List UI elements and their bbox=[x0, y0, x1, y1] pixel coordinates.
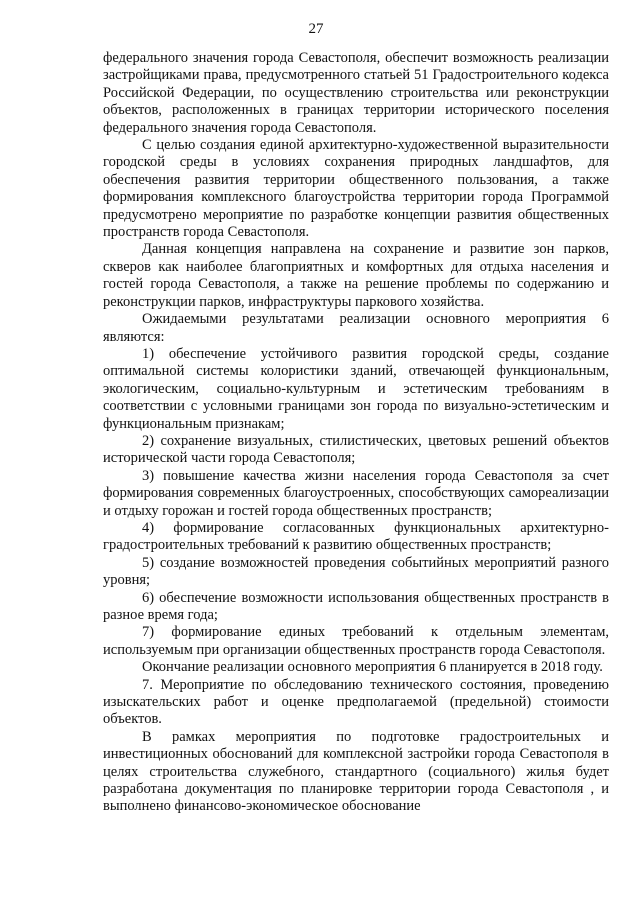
page-number: 27 bbox=[308, 21, 324, 37]
paragraph-measure-7-heading: 7. Мероприятие по обследованию технического состояния, проведению изыскательских работ и оценке предполагаемой (предельной) стоимости объектов. bbox=[103, 676, 609, 728]
document-body bbox=[103, 50, 609, 816]
paragraph-concept-goal: С целью создания единой архитектурно-художественной выразительности городской среды в условиях сохранения природных ландшафтов, для обеспечения развития территории общественного пользования, а также формирования комплексного благоустройства территории города Программой предусмотрено мероприятие по разработке концепции развития общественных пространств города Севастополя. bbox=[103, 137, 609, 241]
paragraph-expected-results-intro: Ожидаемыми результатами реализации основного мероприятия 6 являются: bbox=[103, 311, 609, 345]
list-item-result-7: 7) формирование единых требований к отдельным элементам, используемым при организации общественных пространств города Севастополя. bbox=[103, 624, 609, 658]
list-item-result-1: 1) обеспечение устойчивого развития городской среды, создание оптимальной системы колористики зданий, отвечающей функциональным, экологическим, социально-культурным и эстетическим требованиям в соответствии с условными границами зон города по визуально-эстетическим и функциональным признакам; bbox=[103, 345, 609, 432]
paragraph-concept-description: Данная концепция направлена на сохранение и развитие зон парков, скверов как наиболее благоприятных и комфортных для отдыха населения и гостей города Севастополя, а также на решение проблемы по содержанию и реконструкции парков, инфраструктуры паркового хозяйства. bbox=[103, 241, 609, 310]
paragraph-continuation: федерального значения города Севастополя, обеспечит возможность реализации застройщиками права, предусмотренного статьей 51 Градостроительного кодекса Российской Федерации, по осуществлению строительства или реконструкции объектов, расположенных в границах территории исторического поселения федерального значения города Севастополя. bbox=[103, 50, 609, 136]
list-item-result-4: 4) формирование согласованных функциональных архитектурно-градостроительных требований к развитию общественных пространств; bbox=[103, 519, 609, 554]
paragraph-completion-date: Окончание реализации основного мероприятия 6 планируется в 2018 году. bbox=[142, 659, 603, 676]
list-item-result-2: 2) сохранение визуальных, стилистических, цветовых решений объектов исторической части города Севастополя; bbox=[103, 432, 609, 467]
list-item-result-6: 6) обеспечение возможности использования общественных пространств в разное время года; bbox=[103, 589, 609, 623]
paragraph-measure-7-body: В рамках мероприятия по подготовке градостроительных и инвестиционных обоснований для комплексной застройки города Севастополя в целях строительства служебного, стандартного (социального) жилья будет разработана документация по планировке территории города Севастополя , и выполнено финансово-экономическое обоснование bbox=[103, 728, 609, 815]
list-item-result-3: 3) повышение качества жизни населения города Севастополя за счет формирования современных благоустроенных, способствующих самореализации и отдыху горожан и гостей города общественных пространств; bbox=[103, 467, 609, 519]
list-item-result-5: 5) создание возможностей проведения событийных мероприятий разного уровня; bbox=[103, 554, 609, 589]
